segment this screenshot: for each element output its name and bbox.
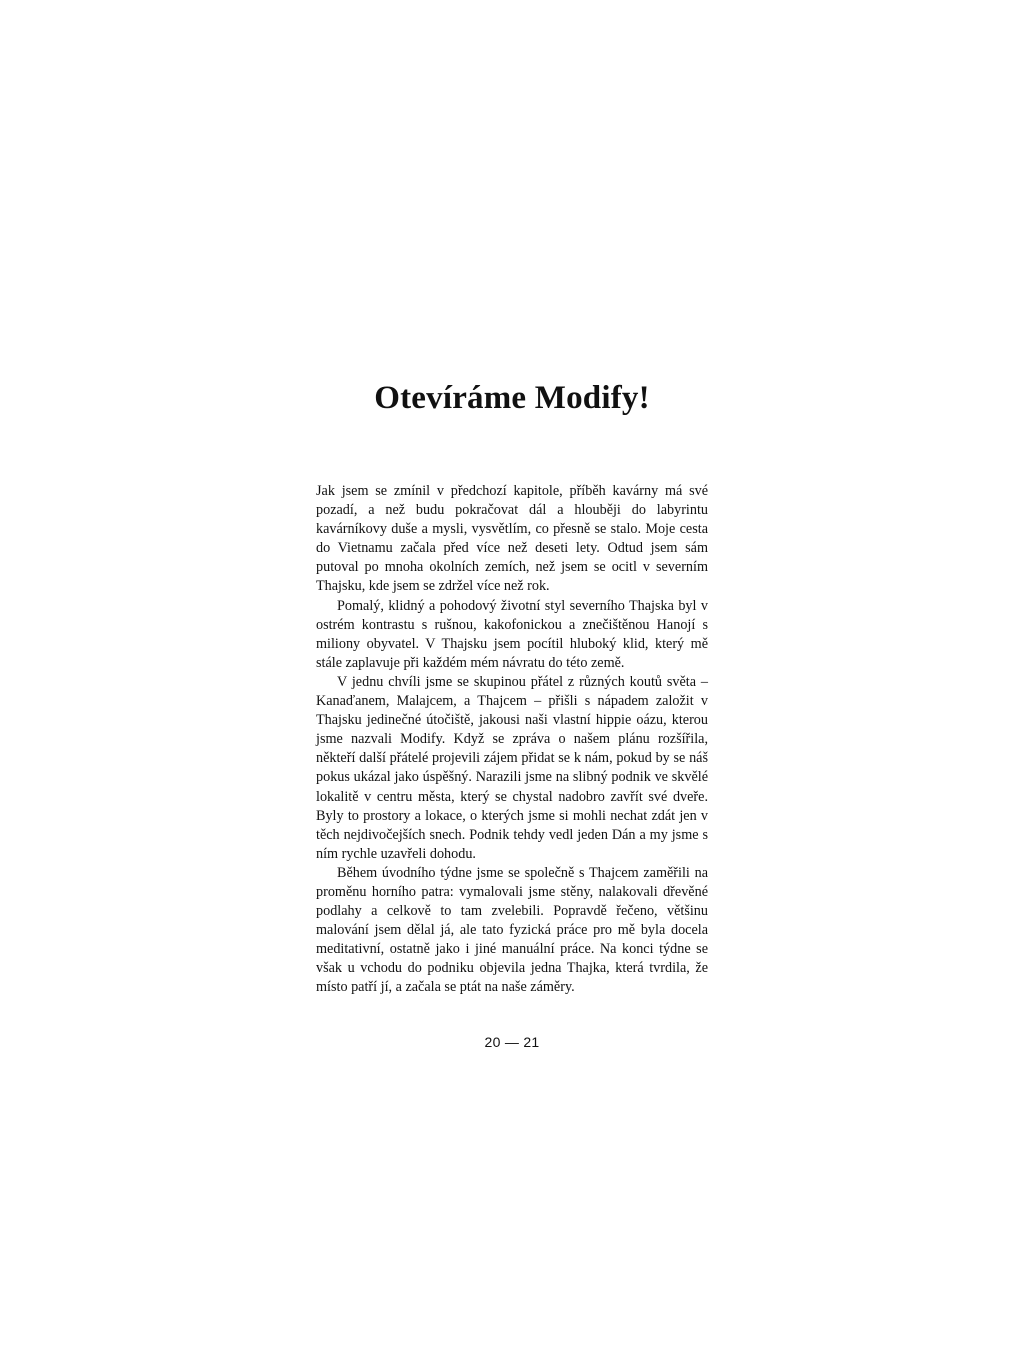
- chapter-title: Otevíráme Modify!: [374, 380, 650, 416]
- paragraph: Během úvodního týdne jsme se společně s Thajcem zaměřili na proměnu horního patra: vymalovali jsme stěny, nalakovali dřevěné podlahy a celkově to tam zvelebili. Popravdě řečeno, většinu malování jsem dělal já, ale tato fyzická práce pro mě byla docela meditativní, ostatně jako i jiné manuální práce. Na konci týdne se však u vchodu do podniku objevila jedna Thajka, která tvrdila, že místo patří jí, a začala se ptát na naše záměry.: [316, 864, 708, 996]
- paragraph: Pomalý, klidný a pohodový životní styl severního Thajska byl v ostrém kontrastu s rušnou, kakofonickou a znečištěnou Hanojí s miliony obyvatel. V Thajsku jsem pocítil hluboký klid, který mě stále zaplavuje při každém mém návratu do této země.: [316, 597, 708, 671]
- paragraph: Jak jsem se zmínil v předchozí kapitole, příběh kavárny má své pozadí, a než budu pokračovat dál a hlouběji do labyrintu kavárníkovy duše a mysli, vysvětlím, co přesně se stalo. Moje cesta do Vietnamu začala před více než deseti lety. Odtud jsem sám putoval po mnoha okolních zemích, než jsem se ocitl v severním Thajsku, kde jsem se zdržel více než rok.: [316, 483, 708, 595]
- page-number: 20 — 21: [484, 1034, 540, 1050]
- body-text: [316, 482, 708, 998]
- paragraph: V jednu chvíli jsme se skupinou přátel z různých koutů světa – Kanaďanem, Malajcem, a Thajcem – přišli s nápadem založit v Thajsku jedinečné útočiště, jakousi naši vlastní hippie oázu, kterou jsme nazvali Modify. Když se zpráva o našem plánu rozšířila, někteří další přátelé projevili zájem přidat se k nám, pokud by se náš pokus ukázal jako úspěšný. Narazili jsme na slibný podnik ve skvělé lokalitě v centru města, který se chystal nadobro zavřít své dveře. Byly to prostory a lokace, o kterých jsme si mohli nechat zdát jen v těch nejdivočejších snech. Podnik tehdy vedl jeden Dán a my jsme s ním rychle uzavřeli dohodu.: [316, 673, 708, 862]
